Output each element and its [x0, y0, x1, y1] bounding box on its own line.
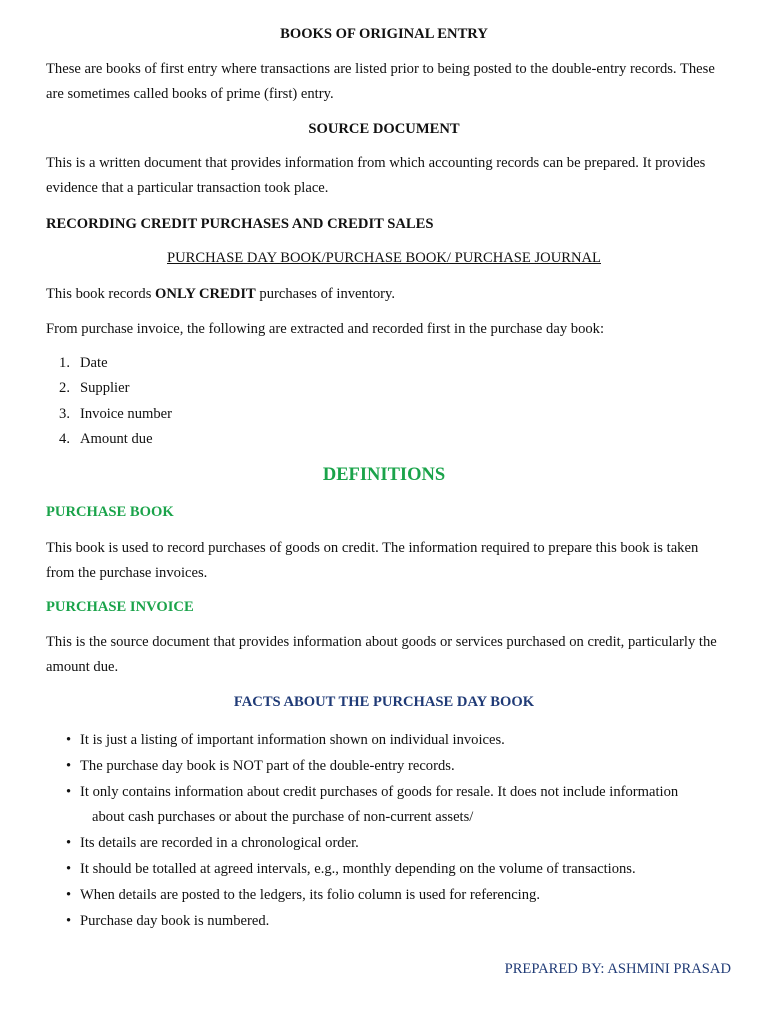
- bullet: •: [66, 913, 72, 929]
- list-text: It only contains information about credit purchases of goods for resale. It does not include information: [80, 784, 679, 800]
- bullet: •: [66, 732, 72, 748]
- list-item: [66, 909, 728, 934]
- list-item: [46, 376, 172, 401]
- bullet: •: [66, 784, 72, 800]
- list-item: [66, 857, 728, 882]
- list-text: When details are posted to the ledgers, its folio column is used for referencing.: [80, 887, 540, 903]
- list-number: 4.: [59, 430, 70, 447]
- list-item: [46, 351, 172, 376]
- extract-list: [46, 351, 172, 452]
- list-number: 1.: [59, 355, 70, 371]
- list-text: Supplier: [80, 380, 130, 397]
- records-emphasis: ONLY CREDIT: [155, 286, 256, 302]
- list-text: It is just a listing of important information shown on individual invoices.: [80, 732, 505, 748]
- source-document-heading: SOURCE DOCUMENT: [308, 121, 460, 137]
- purchase-invoice-heading: PURCHASE INVOICE: [46, 599, 194, 615]
- list-item: [66, 754, 728, 779]
- list-item: [66, 831, 728, 856]
- list-text: Date: [80, 355, 108, 371]
- list-text: Amount due: [80, 430, 153, 447]
- list-number: 2.: [59, 380, 70, 397]
- page-title: BOOKS OF ORIGINAL ENTRY: [280, 26, 488, 42]
- intro-paragraph: These are books of first entry where transactions are listed prior to being posted to the double-entry records. These are sometimes called books of prime (first) entry.: [46, 61, 715, 102]
- records-suffix: purchases of inventory.: [259, 286, 396, 302]
- source-document-paragraph: This is a written document that provides information from which accounting records can be prepared. It provides evidence that a particular transaction took place.: [46, 155, 706, 196]
- purchase-book-heading: PURCHASE BOOK: [46, 504, 174, 520]
- list-item: [66, 883, 728, 908]
- list-item: [46, 402, 172, 427]
- extract-paragraph: From purchase invoice, the following are extracted and recorded first in the purchase day book:: [46, 321, 605, 337]
- list-text: The purchase day book is NOT part of the double-entry records.: [80, 758, 455, 774]
- footer-author: PREPARED BY: ASHMINI PRASAD: [504, 961, 731, 977]
- bullet: •: [66, 835, 72, 851]
- definitions-heading: DEFINITIONS: [322, 465, 446, 485]
- list-number: 3.: [59, 405, 70, 422]
- bullet: •: [66, 861, 72, 877]
- bullet: •: [66, 758, 72, 774]
- list-item: [66, 780, 728, 830]
- recording-heading: RECORDING CREDIT PURCHASES AND CREDIT SALES: [46, 216, 434, 232]
- bullet: •: [66, 887, 72, 903]
- list-item: [46, 427, 172, 452]
- list-text: It should be totalled at agreed intervals, e.g., monthly depending on the volume of transactions.: [80, 861, 636, 877]
- records-paragraph: [46, 282, 728, 307]
- purchase-invoice-paragraph: This is the source document that provides information about goods or services purchased on credit, particularly the amount due.: [46, 634, 717, 675]
- facts-heading: FACTS ABOUT THE PURCHASE DAY BOOK: [233, 694, 535, 710]
- records-prefix: This book records: [46, 286, 152, 302]
- list-text: Invoice number: [80, 405, 172, 422]
- purchase-book-paragraph: This book is used to record purchases of goods on credit. The information required to prepare this book is taken from the purchase invoices.: [46, 540, 699, 581]
- list-item: [66, 728, 728, 753]
- facts-list: [66, 728, 728, 935]
- list-text-continued: about cash purchases or about the purchase of non-current assets/: [92, 809, 474, 825]
- purchase-day-book-heading: PURCHASE DAY BOOK/PURCHASE BOOK/ PURCHASE JOURNAL: [167, 250, 601, 266]
- list-text: Purchase day book is numbered.: [80, 913, 270, 929]
- list-text: Its details are recorded in a chronological order.: [80, 835, 359, 851]
